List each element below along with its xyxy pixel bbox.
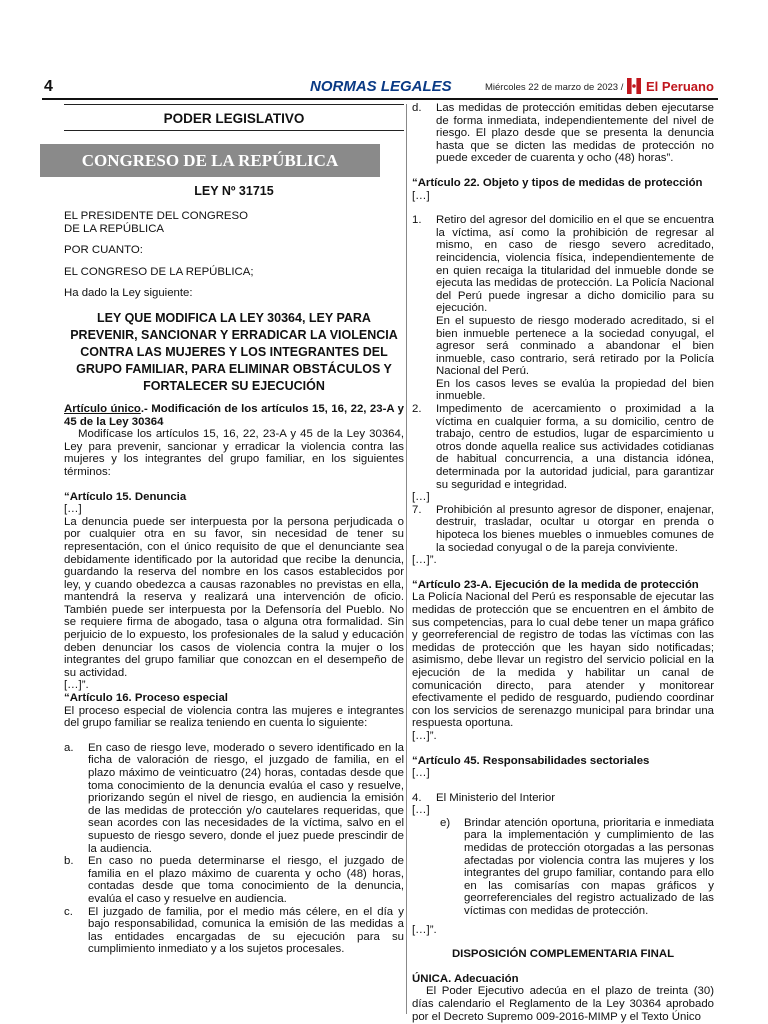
art22-item-2 [412,403,714,491]
art22-item-1-para-2 [412,315,714,378]
item-label: a. [64,741,74,754]
publication-date: Miércoles 22 de marzo de 2023 / [485,82,624,93]
presidente-line-1: EL PRESIDENTE DEL CONGRESO [64,210,248,222]
section-title: NORMAS LEGALES [310,78,452,95]
art45-ellipsis: […] [412,767,430,780]
item-label [412,378,436,403]
articulo-unico-title: .- Modificación de los artículos 15, 16, 22, 23-A y 45 de la Ley 30364 [64,402,404,428]
por-cuanto: POR CUANTO: [64,244,143,257]
congreso-banner-text: CONGRESO DE LA REPÚBLICA [81,151,339,170]
peru-flag-icon [627,78,641,94]
art16-list [64,742,404,956]
congreso-banner [40,144,380,177]
art22-ellipsis-close: […]”. [412,554,437,567]
item-label: 7. [412,503,422,516]
art22-item-1-para-3 [412,378,714,403]
column-divider [406,104,407,1014]
section-rule-top [64,104,404,105]
poder-legislativo-heading: PODER LEGISLATIVO [163,111,305,126]
art22-ellipsis: […] [412,189,430,202]
item-label: 4. [412,791,422,804]
right-column [412,102,714,1023]
art45-ellipsis-close: […]”. [412,923,437,936]
page-header [42,76,718,98]
item-text: En los casos leves se evalúa la propiedad del bien inmueble. [436,377,714,403]
art45-item-4 [412,792,714,805]
law-title: LEY QUE MODIFICA LA LEY 30364, LEY PARA PREVENIR, SANCIONAR Y ERRADICAR LA VIOLENCIA CONTRA LAS MUJERES Y LOS INTEGRANTES DEL GRUPO FAMILIAR, PARA ELIMINAR OBSTÁCULOS Y FORTALECER SU EJECUCIÓN [70,310,398,393]
art45-title: “Artículo 45. Responsabilidades sectoriales [412,754,650,767]
section-rule-bottom [64,130,404,131]
ha-dado-line: Ha dado la Ley siguiente: [64,287,193,300]
law-number: LEY Nº 31715 [194,184,274,198]
art22-title: “Artículo 22. Objeto y tipos de medidas de protección [412,176,703,189]
art45-ellipsis-2: […] [412,804,430,817]
brand-logo: El Peruano [646,79,714,94]
item-label: b. [64,855,74,868]
art15-ellipsis-close: […]”. [64,679,89,692]
item-text: En el supuesto de riesgo moderado acreditado, si el bien inmueble pertenece a la sociedad conyugal, el agresor será conminado a abandonar el bien inmueble, caso contrario, será retirado por la Policía Nacional del Perú. [436,314,714,378]
item-label: c. [64,905,73,918]
art23a-ellipsis-close: […]”. [412,729,437,742]
item-label: d. [412,102,422,114]
articulo-unico-text: Modifícase los artículos 15, 16, 22, 23-A y 45 de la Ley 30364, Ley para prevenir, sancionar y erradicar la violencia contra las mujeres y los integrantes del grupo familiar, en los siguientes términos: [64,428,404,478]
art16-item-c [64,906,404,956]
art23a-text: La Policía Nacional del Perú es responsable de ejecutar las medidas de protección que se encuentren en el ámbito de sus competencias, para lo cual debe tener un mapa gráfico y georreferencial de registro de todas las víctimas con las medidas de protección que les hayan sido notificadas; asimismo, debe llevar un registro del servicio policial en la ejecución de la medida y habilitar un canal de comunicación directo, para atender y monitorear efectivamente el pedido de resguardo, pudiendo coordinar con los servicios de serenazgo municipal para brindar una respuesta oportuna. [412,591,714,730]
art16-title: “Artículo 16. Proceso especial [64,692,228,705]
art45-item-e [440,817,714,918]
item-text: En caso no pueda determinarse el riesgo, el juzgado de familia en el plazo máximo de cuarenta y ocho (48) horas, contadas desde que toma conocimiento de la denuncia, evalúa el caso y resuelve en audiencia. [88,855,404,905]
articulo-unico-label: Artículo único [64,402,141,415]
item-label: 2. [412,403,422,416]
item-text: El juzgado de familia, por el medio más célere, en el día y bajo responsabilidad, comunica la emisión de las medidas a las entidades encargadas de su ejecución para su cumplimiento inmediato y a los sujetos procesales. [88,905,404,956]
unica-text: El Poder Ejecutivo adecúa en el plazo de treinta (30) días calendario el Reglamento de la Ley 30364 aprobado por el Decreto Supremo 009-2016-MIMP y el Texto Único [412,985,714,1023]
disposicion-heading: DISPOSICIÓN COMPLEMENTARIA FINAL [451,948,675,961]
art16-item-a [64,742,404,855]
art23a-title: “Artículo 23-A. Ejecución de la medida de protección [412,578,699,591]
art15-title: “Artículo 15. Denuncia [64,490,187,503]
left-column-body [64,184,404,956]
art22-ellipsis-2: […] [412,491,430,504]
unica-title: ÚNICA. Adecuación [412,972,519,985]
item-text: Impedimento de acercamiento o proximidad a la víctima en cualquier forma, a su domicilio, centro de trabajo, centro de estudios, lugar de esparcimiento u otros donde aquella realice sus actividades cotidianas de habitual concurrencia, a una distancia idónea, determinada por la autoridad judicial, para garantizar su seguridad e integridad. [436,403,714,491]
item-text: El Ministerio del Interior [436,791,556,804]
item-text: En caso de riesgo leve, moderado o severo identificado en la ficha de valoración de riesgo, el juzgado de familia, en el plazo máximo de veinticuatro (24) horas, contadas desde que toma conocimiento de la denuncia evalúa el caso y resuelve, priorizando según el nivel de riesgo, en audiencia la emisión de las medidas de protección y/o cautelares requeridas, que sean acordes con las necesidades de la víctima, salvo en el supuesto de riesgo severo, donde el juez puede prescindir de la audiencia. [88,741,404,855]
item-text: Retiro del agresor del domicilio en el que se encuentra la víctima, así como la prohibición de regresar al mismo, en caso de riesgo severo acreditado, reincidencia, violencia física, independientemente de en quien recaiga la titularidad del inmueble donde se ejecuta las medidas de protección. La Policía Nacional del Perú puede ingresar a dicho domicilio para su ejecución. [436,214,714,315]
item-text: Brindar atención oportuna, prioritaria e inmediata para la implementación y cumplimiento de las medidas de protección otorgadas a las personas afectadas por violencia contra las mujeres y los integrantes del grupo familiar, contando para ello en las comisarías con mapas gráficos y georreferenciales del registro actualizado de las víctimas con medidas de protección. [464,816,714,918]
art16-item-d [412,102,714,165]
page-number: 4 [44,78,53,95]
header-rule [42,98,718,100]
item-text: Prohibición al presunto agresor de disponer, enajenar, destruir, trasladar, ocultar u otorgar en prenda o hipoteca los bienes muebles o inmuebles comunes de la sociedad conyugal o de la pareja conviviente. [436,503,714,554]
item-label: e) [440,816,451,829]
articulo-unico-heading [64,403,404,428]
art16-item-b [64,855,404,905]
art15-ellipsis: […] [64,503,82,516]
art22-item-7 [412,504,714,554]
item-label: 1. [412,214,422,227]
art15-text: La denuncia puede ser interpuesta por la persona perjudicada o por cualquier otra en su favor, sin necesidad de tener su representación, con el único requisito de que el denunciante sea debidamente identificado por la autoridad que recibe la denuncia, guardando la reserva del nombre en los casos establecidos por ley, y cuando obedezca a causas razonables no previstas en ella, mantendrá la reserva y realizará una intervención de oficio. También puede ser interpuesta por la Defensoría del Pueblo. No se requiere firma de abogado, tasa o alguna otra formalidad. Sin perjuicio de lo expuesto, los profesionales de la salud y educación deben denunciar los casos de violencia contra la mujer o los integrantes del grupo familiar que conozcan en el desempeño de su actividad. [64,515,404,679]
presidente-line-2: DE LA REPÚBLICA [64,222,165,235]
left-column [64,104,404,137]
art22-list [412,214,714,491]
item-label [412,315,436,378]
art16-text: El proceso especial de violencia contra las mujeres e integrantes del grupo familiar se realiza teniendo en cuenta lo siguiente: [64,704,404,730]
congreso-line: EL CONGRESO DE LA REPÚBLICA; [64,265,254,278]
item-text: Las medidas de protección emitidas deben ejecutarse de forma inmediata, independientemente del nivel de riesgo. El plazo desde que se presenta la denuncia hasta que se dicten las medidas de protección no puede exceder de cuarenta y ocho (48) horas”. [436,102,714,165]
art22-item-1 [412,214,714,315]
